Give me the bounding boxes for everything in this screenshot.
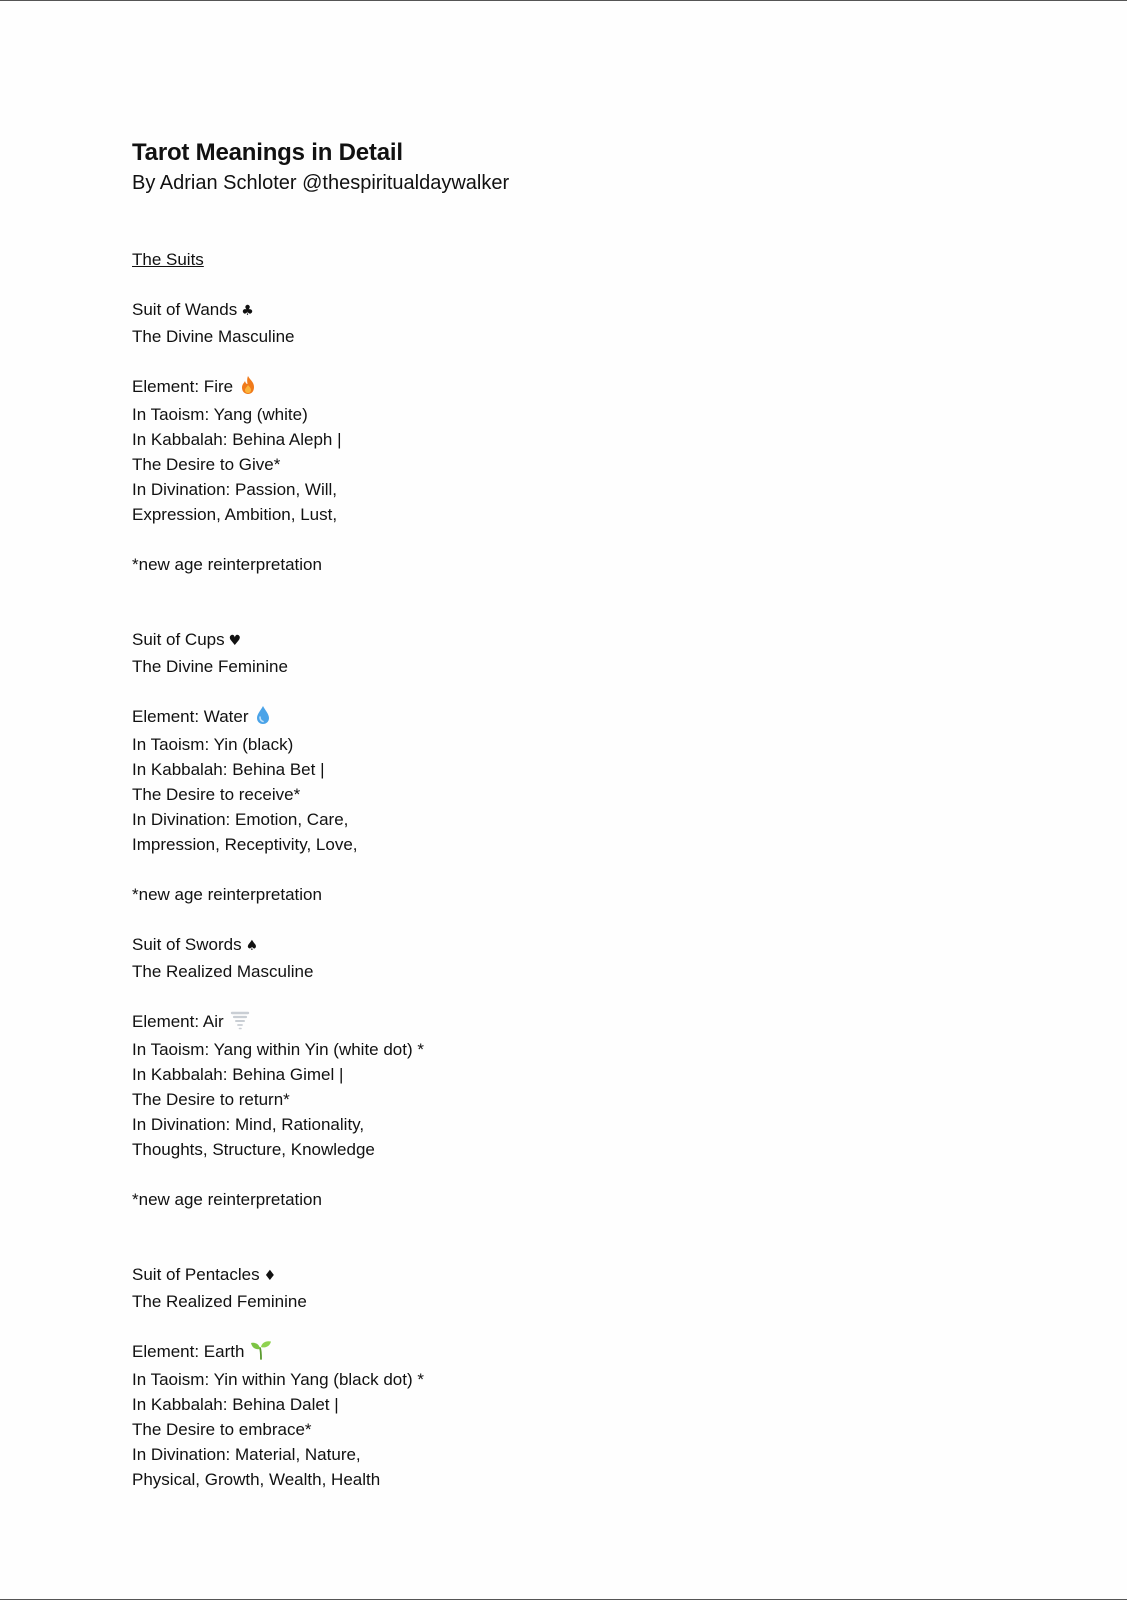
suit-kabbalah: In Kabbalah: Behina Aleph | bbox=[132, 430, 342, 449]
suit-taoism: In Taoism: Yang within Yin (white dot) * bbox=[132, 1040, 424, 1059]
suit-name: Suit of Swords ♠ bbox=[132, 935, 259, 954]
suit-name: Suit of Pentacles ♦ bbox=[132, 1265, 277, 1284]
suit-kabbalah: In Kabbalah: Behina Gimel | bbox=[132, 1065, 344, 1084]
suit-name: Suit of Wands ♣ bbox=[132, 300, 254, 319]
suit-kabbalah: In Kabbalah: Behina Bet | bbox=[132, 760, 325, 779]
fire-icon bbox=[239, 375, 257, 402]
suit-divination-cont: Thoughts, Structure, Knowledge bbox=[132, 1140, 375, 1159]
suit-divination: In Divination: Material, Nature, bbox=[132, 1445, 361, 1464]
document-subtitle: By Adrian Schloter @thespiritualdaywalker bbox=[132, 172, 510, 194]
suit-taoism: In Taoism: Yin (black) bbox=[132, 735, 294, 754]
suit-kabbalah: In Kabbalah: Behina Dalet | bbox=[132, 1395, 339, 1414]
water-drop-icon bbox=[255, 705, 271, 732]
suit-element: Element: Fire bbox=[132, 374, 832, 402]
suit-desire: The Desire to embrace* bbox=[132, 1420, 312, 1439]
suit-pentacles-block bbox=[132, 1262, 832, 1492]
suit-element: Element: Air bbox=[132, 1009, 832, 1037]
document-content bbox=[132, 137, 832, 1492]
document-title: Tarot Meanings in Detail bbox=[132, 139, 403, 166]
suit-note: *new age reinterpretation bbox=[132, 555, 322, 574]
spade-symbol: ♠ bbox=[245, 938, 259, 954]
suit-aspect: The Realized Masculine bbox=[132, 962, 314, 981]
suit-desire: The Desire to return* bbox=[132, 1090, 290, 1109]
suit-desire: The Desire to Give* bbox=[132, 455, 281, 474]
suit-divination: In Divination: Emotion, Care, bbox=[132, 810, 349, 829]
heart-symbol: ♥ bbox=[228, 633, 242, 649]
diamond-symbol: ♦ bbox=[263, 1268, 277, 1284]
suit-note: *new age reinterpretation bbox=[132, 1190, 322, 1209]
suit-divination-cont: Physical, Growth, Wealth, Health bbox=[132, 1470, 381, 1489]
suit-taoism: In Taoism: Yang (white) bbox=[132, 405, 308, 424]
suit-divination: In Divination: Mind, Rationality, bbox=[132, 1115, 365, 1134]
seedling-icon bbox=[250, 1340, 272, 1367]
suit-divination: In Divination: Passion, Will, bbox=[132, 480, 338, 499]
section-heading-suits: The Suits bbox=[132, 250, 204, 269]
suit-note: *new age reinterpretation bbox=[132, 885, 322, 904]
suit-divination-cont: Expression, Ambition, Lust, bbox=[132, 505, 338, 524]
suit-wands-block bbox=[132, 297, 832, 577]
suit-aspect: The Realized Feminine bbox=[132, 1292, 307, 1311]
suit-aspect: The Divine Feminine bbox=[132, 657, 288, 676]
suit-cups-block bbox=[132, 627, 832, 907]
club-symbol: ♣ bbox=[241, 303, 254, 319]
suit-name: Suit of Cups ♥ bbox=[132, 630, 242, 649]
wind-tornado-icon bbox=[230, 1010, 250, 1037]
suit-element: Element: Water bbox=[132, 704, 832, 732]
suit-divination-cont: Impression, Receptivity, Love, bbox=[132, 835, 358, 854]
suit-element: Element: Earth bbox=[132, 1339, 832, 1367]
suit-taoism: In Taoism: Yin within Yang (black dot) * bbox=[132, 1370, 424, 1389]
suit-swords-block bbox=[132, 932, 832, 1212]
suit-desire: The Desire to receive* bbox=[132, 785, 301, 804]
suit-aspect: The Divine Masculine bbox=[132, 327, 295, 346]
